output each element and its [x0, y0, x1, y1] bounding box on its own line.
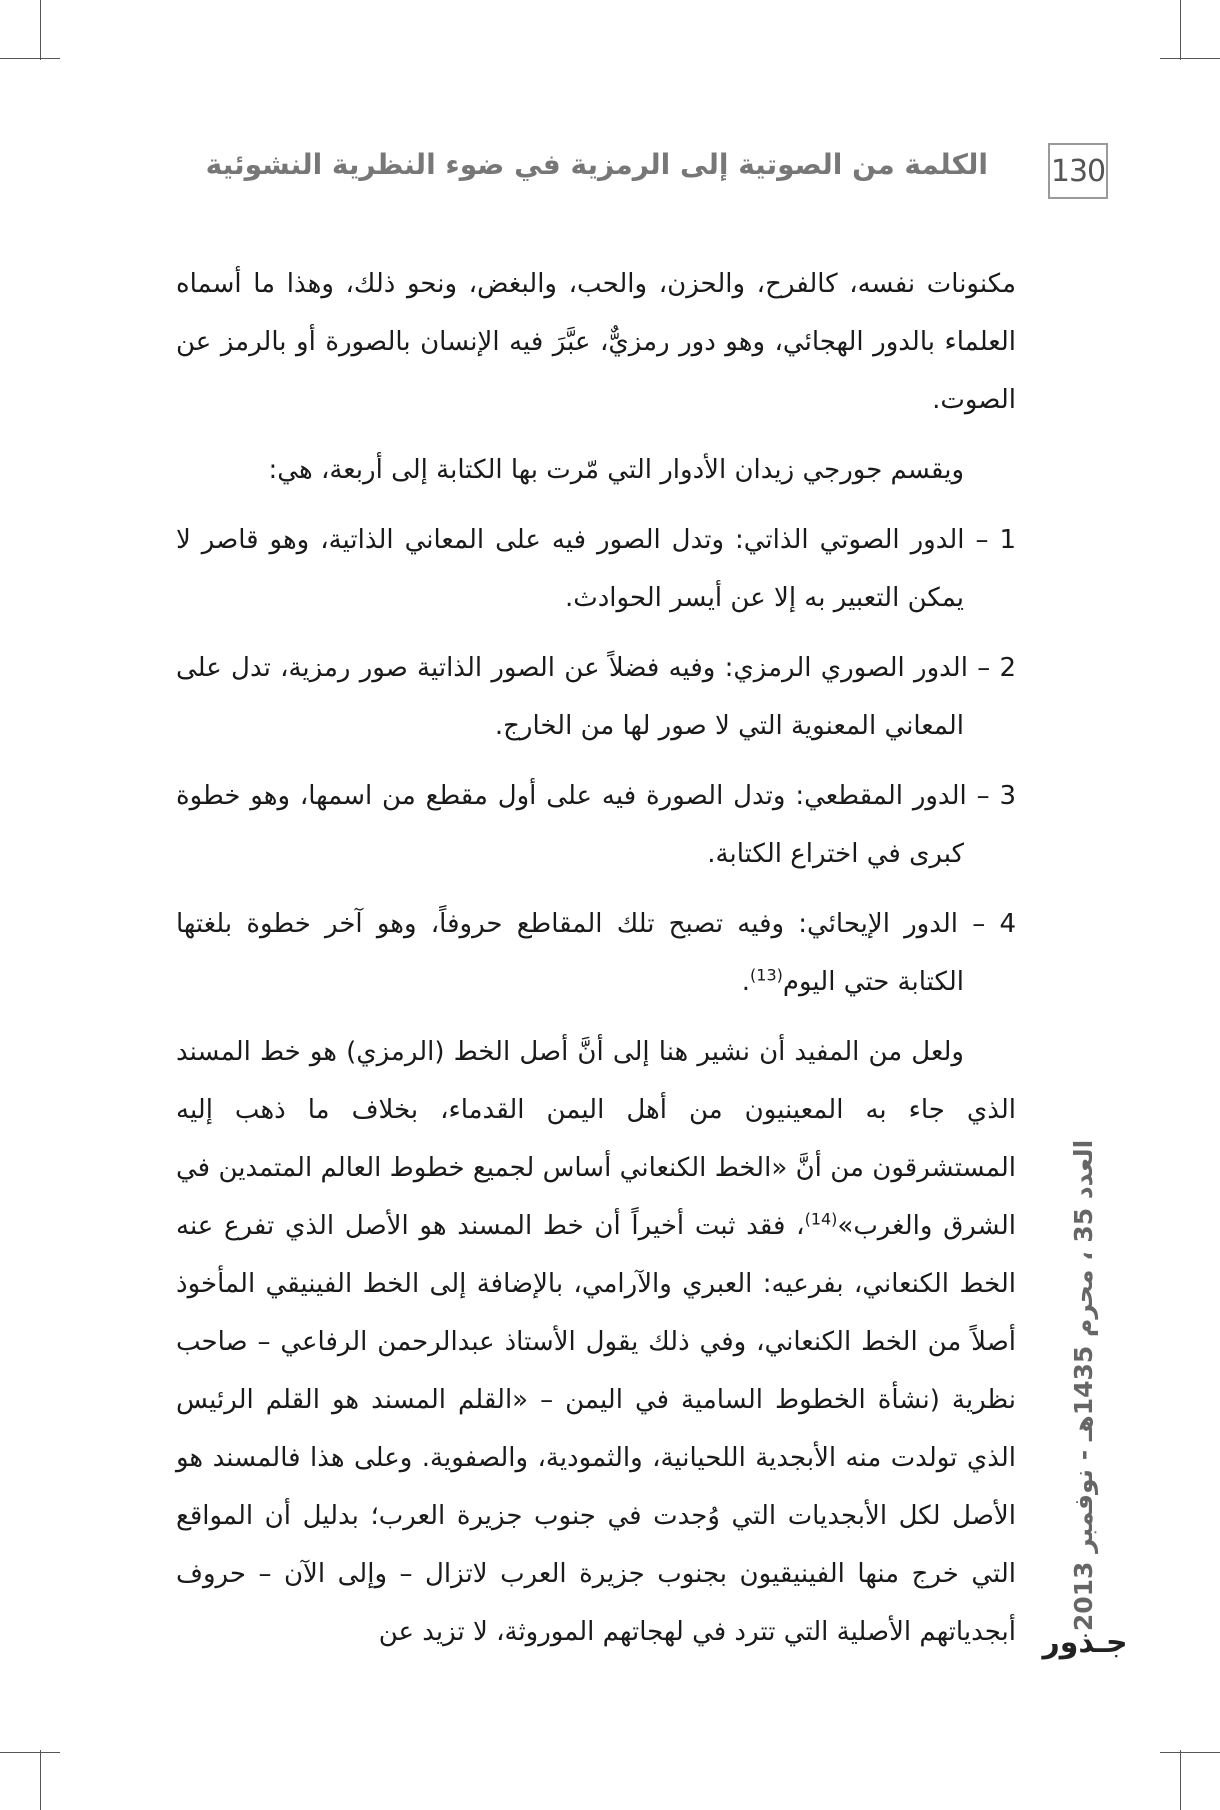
crop-mark — [40, 1750, 41, 1810]
paragraph: مكنونات نفسه، كالفرح، والحزن، والحب، والبغض، ونحو ذلك، وهذا ما أسماه العلماء بالدور الهجائي، وهو دور رمزيٌّ، عبَّرَ فيه الإنسان بالصورة أو بالرمز عن الصوت. — [176, 269, 1016, 415]
crop-mark — [0, 58, 60, 59]
running-head: الكلمة من الصوتية إلى الرمزية في ضوء النظرية النشوئية — [205, 148, 988, 181]
issue-info-strip — [1058, 1139, 1110, 1631]
paragraph: ويقسم جورجي زيدان الأدوار التي مّرت بها الكتابة إلى أربعة، هي: — [268, 455, 964, 485]
footnote-ref[interactable]: (13) — [750, 965, 783, 985]
paragraph-part: ، فقد ثبت أخيراً أن خط المسند هو الأصل الذي تفرع عنه الخط الكنعاني، بفرعيه: العبري والآرامي، بالإضافة إلى الخط الفينيقي المأخوذ أصلاً من الخط الكنعاني، وفي ذلك يقول الأستاذ عبدالرحمن الرفاعي – صاحب نظرية (نشأة الخطوط السامية في اليمن – «القلم المسند هو القلم الرئيس الذي تولدت منه الأبجدية اللحيانية، والثمودية، والصفوية. وعلى هذا فالمسند هو الأصل لكل الأبجديات التي وُجدت في جنوب جزيرة العرب؛ بدليل أن المواقع التي خرج منها الفينيقيون بجنوب جزيرة العرب لاتزال – وإلى الآن – حروف أبجدياتهم الأصلية التي تترد في لهجاتهم الموروثة، لا تزيد عن — [176, 1211, 1016, 1647]
paragraph-part: ولعل من المفيد أن نشير هنا إلى أنَّ أصل الخط (الرمزي) هو خط المسند الذي جاء به المعينيون من أهل اليمن القدماء، بخلاف ما ذهب إليه المستشرقون من أنَّ «الخط الكنعاني أساس لجميع خطوط العالم المتمدين في الشرق والغرب» — [176, 1037, 1016, 1241]
issue-info: العدد 35 ، محرم 1435هـ - نوفمبر 2013 — [1069, 1139, 1099, 1631]
crop-mark — [1180, 0, 1181, 60]
list-item-text: 4 – الدور الإيحائي: وفيه تصبح تلك المقاطع حروفاً، وهو آخر خطوة بلغتها الكتابة حتي اليوم — [176, 909, 1016, 997]
list-item: 1 – الدور الصوتي الذاتي: وتدل الصور فيه على المعاني الذاتية، وهو قاصر لا يمكن التعبير به إلا عن أيسر الحوادث. — [176, 525, 1016, 613]
list-item — [176, 895, 1016, 1011]
crop-mark — [1180, 1750, 1181, 1810]
list-item-tail: . — [741, 967, 751, 997]
list-item: 2 – الدور الصوري الرمزي: وفيه فضلاً عن الصور الذاتية صور رمزية، تدل على المعاني المعنوية التي لا صور لها من الخارج. — [176, 653, 1016, 741]
crop-mark — [40, 0, 41, 60]
page-number: 130 — [1048, 143, 1108, 199]
paragraph — [176, 1023, 1016, 1661]
journal-logo: جـذور — [1042, 1625, 1128, 1660]
crop-mark — [0, 1752, 60, 1753]
crop-mark — [1160, 58, 1220, 59]
list-item: 3 – الدور المقطعي: وتدل الصورة فيه على أول مقطع من اسمها، وهو خطوة كبرى في اختراع الكتابة. — [176, 781, 1016, 869]
footnote-ref[interactable]: (14) — [804, 1209, 838, 1229]
body-text — [176, 255, 1016, 1673]
crop-mark — [1160, 1752, 1220, 1753]
